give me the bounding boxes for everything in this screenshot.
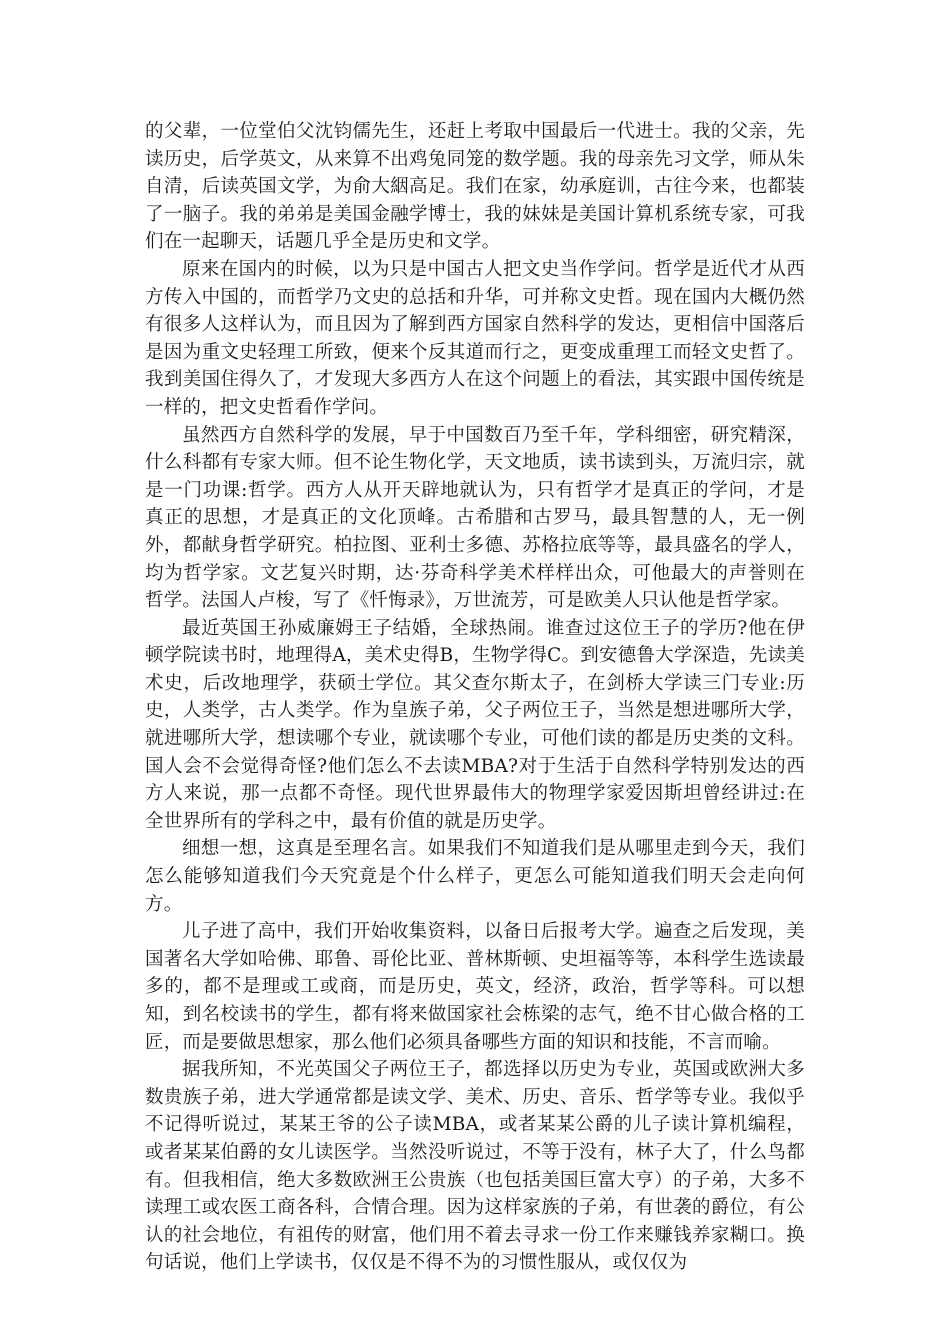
paragraph-3: 虽然西方自然科学的发展，早于中国数百乃至千年，学科细密，研究精深，什么科都有专家大师。但不论生物化学，天文地质，读书读到头，万流归宗，就是一门功课:哲学。西方人从开天辟地就认为，只有哲学才是真正的学问，才是真正的思想，才是真正的文化顶峰。古希腊和古罗马，最具智慧的人，无一例外，都献身哲学研究。柏拉图、亚利士多德、苏格拉底等等，最具盛名的学人，均为哲学家。文艺复兴时期，达·芬奇科学美术样样出众，可他最大的声誉则在哲学。法国人卢梭，写了《忏悔录》，万世流芳，可是欧美人只认他是哲学家。	[145, 424, 805, 612]
paragraph-1: 的父辈，一位堂伯父沈钧儒先生，还赶上考取中国最后一代进士。我的父亲，先读历史，后学英文，从来算不出鸡兔同笼的数学题。我的母亲先习文学，师从朱自清，后读英国文学，为俞大絪高足。我们在家，幼承庭训，古往今来，也都装了一脑子。我的弟弟是美国金融学博士，我的妹妹是美国计算机系统专家，可我们在一起聊天，话题几乎全是历史和文学。	[145, 121, 805, 253]
paragraph-5: 细想一想，这真是至理名言。如果我们不知道我们是从哪里走到今天，我们怎么能够知道我们今天究竟是个什么样子，更怎么可能知道我们明天会走向何方。	[145, 838, 805, 915]
paragraph-6: 儿子进了高中，我们开始收集资料，以备日后报考大学。遍查之后发现，美国著名大学如哈佛、耶鲁、哥伦比亚、普林斯顿、史坦福等等，本科学生选读最多的，都不是理或工或商，而是历史，英文，经济，政治，哲学等科。可以想知，到名校读书的学生，都有将来做国家社会栋梁的志气，绝不甘心做合格的工匠，而是要做思想家，那么他们必须具备哪些方面的知识和技能，不言而喻。	[145, 921, 805, 1053]
paragraph-2: 原来在国内的时候，以为只是中国古人把文史当作学问。哲学是近代才从西方传入中国的，而哲学乃文史的总括和升华，可并称文史哲。现在国内大概仍然有很多人这样认为，而且因为了解到西方国家自然科学的发达，更相信中国落后是因为重文史轻理工所致，便来个反其道而行之，更变成重理工而轻文史哲了。我到美国住得久了，才发现大多西方人在这个问题上的看法，其实跟中国传统是一样的，把文史哲看作学问。	[145, 258, 805, 418]
paragraph-7: 据我所知，不光英国父子两位王子，都选择以历史为专业，英国或欧洲大多数贵族子弟，进大学通常都是读文学、美术、历史、音乐、哲学等专业。我似乎不记得听说过，某某王爷的公子读MBA，或者某某公爵的儿子读计算机编程，或者某某伯爵的女儿读医学。当然没听说过，不等于没有，林子大了，什么鸟都有。但我相信，绝大多数欧洲王公贵族（也包括美国巨富大亨）的子弟，大多不读理工或农医工商各科，合情合理。因为这样家族的子弟，有世袭的爵位，有公认的社会地位，有祖传的财富，他们用不着去寻求一份工作来赚钱养家糊口。换句话说，他们上学读书，仅仅是不得不为的习惯性服从，或仅仅为	[145, 1059, 805, 1274]
article-body	[145, 118, 805, 1277]
paragraph-4: 最近英国王孙威廉姆王子结婚，全球热闹。谁查过这位王子的学历?他在伊顿学院读书时，地理得A，美术史得B，生物学得C。到安德鲁大学深造，先读美术史，后改地理学，获硕士学位。其父查尔斯太子，在剑桥大学读三门专业:历史，人类学，古人类学。作为皇族子弟，父子两位王子，当然是想进哪所大学，就进哪所大学，想读哪个专业，就读哪个专业，可他们读的都是历史类的文科。国人会不会觉得奇怪?他们怎么不去读MBA?对于生活于自然科学特别发达的西方人来说，那一点都不奇怪。现代世界最伟大的物理学家爱因斯坦曾经讲过:在全世界所有的学科之中，最有价值的就是历史学。	[145, 617, 805, 832]
